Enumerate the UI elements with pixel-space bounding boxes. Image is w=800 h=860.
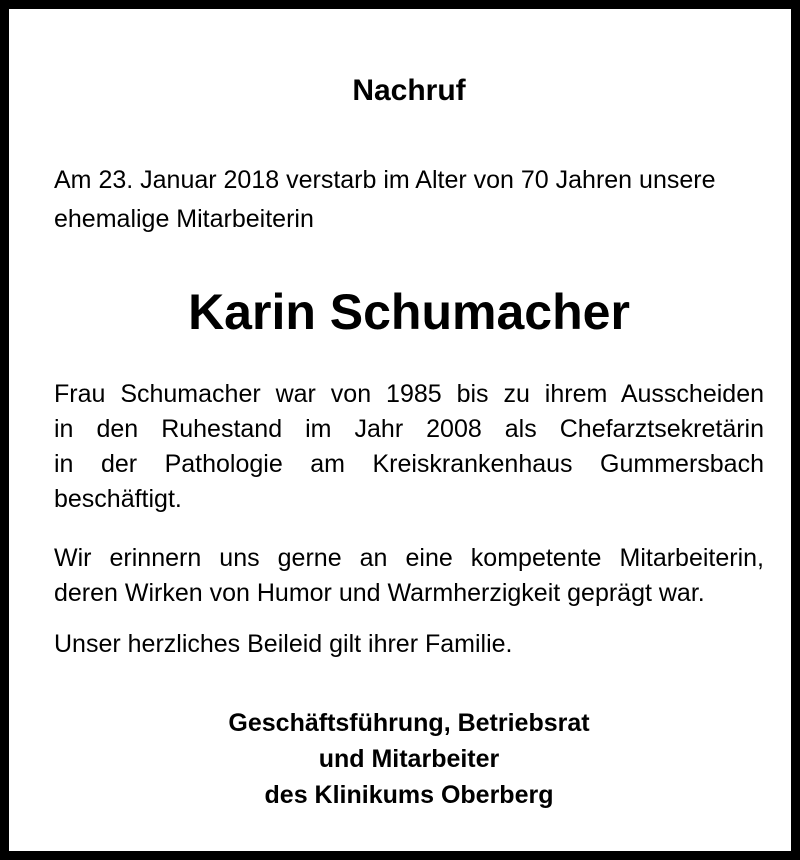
condolence-paragraph	[54, 627, 764, 662]
notice-heading: Nachruf	[352, 74, 466, 107]
career-paragraph	[54, 377, 764, 517]
deceased-name: Karin Schumacher	[188, 284, 630, 340]
intro-line: ehemalige Mitarbeiterin	[54, 205, 314, 233]
signature-block	[9, 705, 800, 813]
paragraph-line: Unser herzliches Beileid gilt ihrer Familie.	[54, 630, 513, 658]
remembrance-paragraph	[54, 541, 764, 611]
paragraph-line: deren Wirken von Humor und Warmherzigkeit geprägt war.	[54, 579, 705, 607]
paragraph-line: Frau Schumacher war von 1985 bis zu ihrem Ausscheiden	[54, 380, 764, 408]
intro-text	[54, 161, 774, 239]
intro-line: Am 23. Januar 2018 verstarb im Alter von 70 Jahren unsere	[54, 166, 716, 194]
paragraph-line: Wir erinnern uns gerne an eine kompetente Mitarbeiterin,	[54, 544, 764, 572]
signature-line: des Klinikums Oberberg	[264, 781, 554, 809]
signature-line: Geschäftsführung, Betriebsrat	[228, 709, 590, 737]
paragraph-line: in den Ruhestand im Jahr 2008 als Chefarztsekretärin	[54, 415, 764, 443]
paragraph-line: beschäftigt.	[54, 485, 182, 513]
signature-line: und Mitarbeiter	[318, 745, 500, 773]
paragraph-line: in der Pathologie am Kreiskrankenhaus Gummersbach	[54, 450, 764, 478]
